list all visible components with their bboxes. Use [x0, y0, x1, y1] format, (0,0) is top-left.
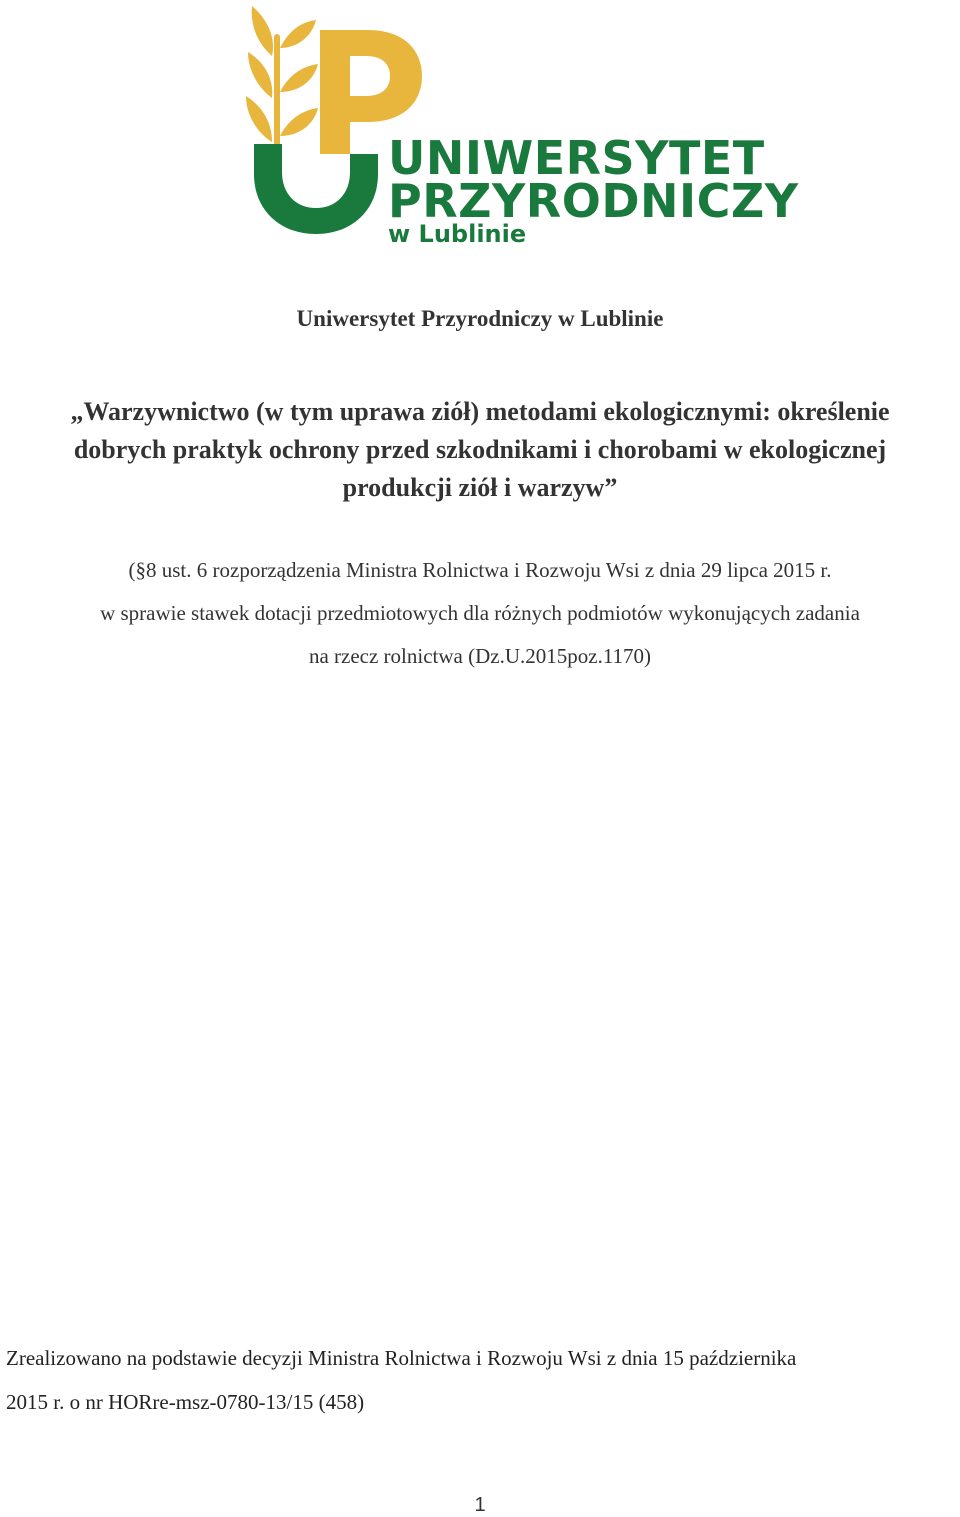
title-line: dobrych praktyk ochrony przed szkodnikami i chorobami w ekologicznej [73, 435, 887, 464]
logo-line-university: UNIWERSYTET [388, 131, 765, 185]
funding-line: 2015 r. o nr HORre-msz-0780-13/15 (458) [6, 1390, 365, 1414]
legal-basis [0, 549, 960, 678]
funding-note [6, 1336, 956, 1424]
title-line: „Warzywnictwo (w tym uprawa ziół) metodami ekologicznymi: określenie [70, 397, 890, 426]
page-number: 1 [474, 1494, 486, 1516]
title-line: produkcji ziół i warzyw” [342, 473, 618, 502]
logo-line-city: w Lublinie [388, 220, 527, 248]
institution-name: Uniwersytet Przyrodniczy w Lublinie [296, 306, 664, 331]
funding-line: Zrealizowano na podstawie decyzji Ministra Rolnictwa i Rozwoju Wsi z dnia 15 października [6, 1346, 797, 1370]
legal-line: w sprawie stawek dotacji przedmiotowych dla różnych podmiotów wykonujących zadania [100, 601, 860, 625]
legal-line: (§8 ust. 6 rozporządzenia Ministra Rolnictwa i Rozwoju Wsi z dnia 29 lipca 2015 r. [128, 558, 832, 582]
legal-line: na rzecz rolnictwa (Dz.U.2015poz.1170) [308, 644, 652, 668]
logo-line-natural-sciences: PRZYRODNICZY [388, 174, 799, 228]
university-logo [238, 4, 799, 250]
document-title [0, 393, 960, 507]
